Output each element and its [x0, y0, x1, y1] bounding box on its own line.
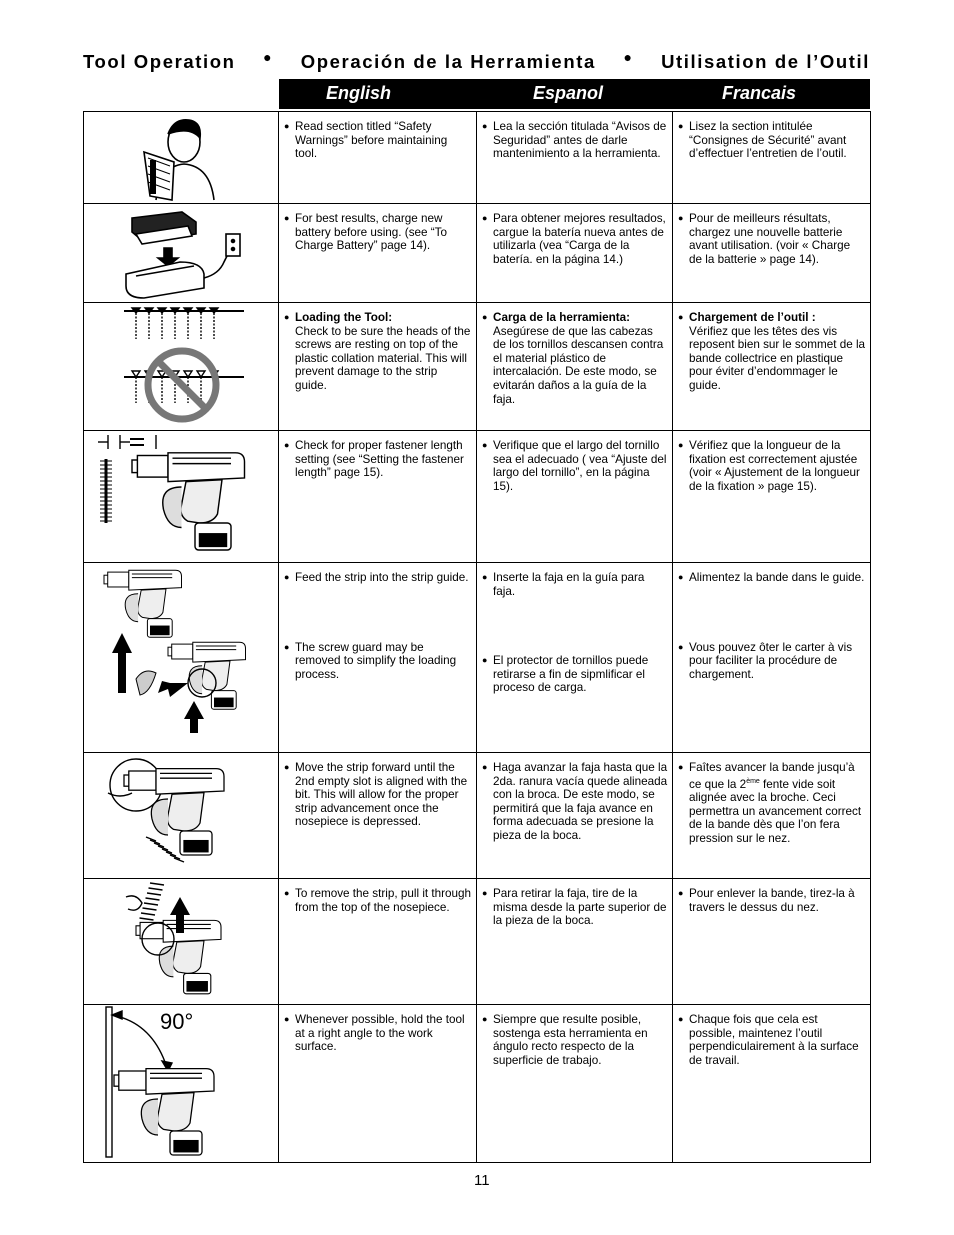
lang-french: Francais: [722, 83, 797, 103]
section-heading: Chargement de l’outil :: [689, 311, 816, 324]
bullet-item: [482, 439, 668, 493]
bullet-dot: ●: [678, 572, 684, 582]
instruction-cell-fr: [673, 879, 871, 1005]
page-number: 11: [474, 1172, 490, 1189]
instruction-cell-fr: [673, 1005, 871, 1163]
instruction-cell-es: [477, 303, 673, 431]
bullet-item: [482, 212, 668, 266]
operation-table: [83, 111, 871, 1163]
operation-row-loading: [84, 303, 871, 431]
title-spanish: Operación de la Herramienta: [300, 51, 596, 72]
bullet-item: [284, 120, 472, 161]
operation-row-safety: [84, 112, 871, 204]
instruction-text: fente vide soit alignée avec la broche. Ceci permettra un avancement correct de la bande dès que l’on fera pression sur le nez.: [689, 777, 862, 845]
screw-strip-icon: [84, 303, 279, 431]
bullet-item: [284, 1013, 472, 1054]
bullet-item: [482, 311, 668, 406]
instruction-text: Inserte la faja en la guía para faja.: [493, 571, 645, 598]
page-title: [83, 51, 870, 73]
instruction-text: Asegúrese de que las cabezas de los tornillos descansen contra el material plástico de intercalación. De este modo, se evitarán daños a la guía de la faja.: [493, 324, 664, 406]
bullet-item: [678, 439, 866, 493]
bullet-dot: ●: [482, 312, 488, 322]
lang-english: English: [326, 83, 392, 103]
instruction-text: Haga avanzar la faja hasta que la 2da. ranura vacía quede alineada con la broca. De este modo, se permitirá que la faja avance en forma adecuada se presione la pieza de la boca.: [493, 761, 668, 842]
operation-row-angle: [84, 1005, 871, 1163]
bullet-dot: ●: [678, 213, 684, 223]
instruction-text: Verifique que el largo del tornillo sea el adecuado ( vea “Ajuste del largo del tornillo”, en la página 15).: [493, 439, 667, 493]
instruction-text: Check to be sure the heads of the screws are resting on top of the plastic collation material. This will prevent damage to the strip guide.: [295, 324, 471, 392]
bullet-item: [678, 887, 866, 914]
instruction-cell-es: [477, 204, 673, 303]
instruction-cell-en: [279, 753, 477, 879]
bullet-dot: ●: [482, 655, 488, 666]
operation-row-advance: [84, 753, 871, 879]
instruction-cell-es: [477, 879, 673, 1005]
bullet-item: [678, 311, 866, 393]
instruction-cell-es: [477, 563, 673, 753]
right-angle-icon: [84, 1005, 279, 1163]
bullet-item: [678, 1013, 866, 1067]
bullet-item: [482, 761, 668, 843]
instruction-cell-en: [279, 303, 477, 431]
bullet-dot: ●: [678, 440, 684, 450]
man-reading-manual-icon: [84, 112, 279, 204]
bullet-item: [678, 571, 866, 585]
bullet-item: [678, 120, 866, 161]
feed-strip-icon: [84, 563, 279, 753]
bullet-item: [482, 654, 668, 695]
instruction-text: Para retirar la faja, tire de la misma desde la parte superior de la pieza de la boca.: [493, 887, 667, 928]
bullet-dot: ●: [678, 762, 684, 772]
instruction-text: Pour enlever la bande, tirez-la à travers le dessus du nez.: [689, 887, 855, 914]
bullet-item: [284, 887, 472, 914]
instruction-cell-es: [477, 112, 673, 204]
instruction-cell-es: [477, 753, 673, 879]
instruction-cell-fr: [673, 753, 871, 879]
bullet-item: [482, 571, 668, 598]
instruction-text: Faîtes avancer la bande jusqu’à ce que la 2: [689, 761, 855, 791]
bullet-dot: ●: [482, 213, 488, 223]
lang-spanish: Espanol: [533, 83, 604, 103]
instruction-text: Lisez la section intitulée “Consignes de Sécurité” avant d’effectuer l’entretien de l’outil.: [689, 120, 847, 161]
bullet-item: [284, 439, 472, 480]
bullet-item: [678, 641, 866, 682]
advance-strip-icon: [84, 753, 279, 879]
instruction-text: Siempre que resulte posible, sostenga esta herramienta en ángulo recto respecto de la superficie de trabajo.: [493, 1013, 648, 1067]
bullet-item: [482, 120, 668, 161]
instruction-cell-es: [477, 431, 673, 563]
bullet-dot: ●: [678, 121, 684, 131]
bullet-dot: ●: [482, 1014, 488, 1024]
bullet-dot: ●: [284, 641, 290, 652]
bullet-dot: ●: [482, 572, 488, 582]
bullet-dot: ●: [284, 121, 290, 131]
instruction-text: The screw guard may be removed to simplify the loading process.: [295, 640, 457, 681]
instruction-text: For best results, charge new battery before using. (see “To Charge Battery” page 14).: [295, 212, 448, 253]
bullet-dot: ●: [678, 888, 684, 898]
battery-charger-icon: [84, 204, 279, 303]
instruction-cell-fr: [673, 431, 871, 563]
bullet-dot: ●: [284, 213, 290, 223]
bullet-dot: ●: [678, 1014, 684, 1024]
bullet-dot: ●: [284, 762, 290, 772]
instruction-text: Feed the strip into the strip guide.: [295, 571, 469, 584]
instruction-text: Pour de meilleurs résultats, chargez une nouvelle batterie avant utilisation. (voir « Charge de la batterie » page 14).: [689, 212, 851, 266]
title-separator: ●: [623, 49, 634, 65]
instruction-text: Read section titled “Safety Warnings” before maintaining tool.: [295, 120, 448, 161]
instruction-cell-en: [279, 879, 477, 1005]
instruction-cell-en: [279, 204, 477, 303]
instruction-cell-es: [477, 1005, 673, 1163]
bullet-dot: ●: [678, 641, 684, 652]
bullet-item: [284, 641, 472, 682]
bullet-item: [678, 761, 866, 845]
instruction-text: To remove the strip, pull it through from the top of the nosepiece.: [295, 887, 472, 914]
bullet-dot: ●: [284, 312, 290, 322]
bullet-item: [482, 1013, 668, 1067]
instruction-cell-fr: [673, 112, 871, 204]
ordinal-superscript: ème: [746, 777, 760, 785]
bullet-dot: ●: [284, 572, 290, 582]
instruction-text: Para obtener mejores resultados, cargue la batería nueva antes de utilizarla (vea “Carga de la batería. en la página 14.): [493, 212, 666, 266]
instruction-text: Alimentez la bande dans le guide.: [689, 571, 865, 584]
operation-row-charge: [84, 204, 871, 303]
instruction-cell-fr: [673, 303, 871, 431]
instruction-cell-en: [279, 563, 477, 753]
instruction-text: Vous pouvez ôter le carter à vis pour faciliter la procédure de chargement.: [689, 640, 853, 681]
bullet-dot: ●: [284, 440, 290, 450]
instruction-text: Move the strip forward until the 2nd empty slot is aligned with the bit. This will allow for the proper strip advancement once the nosepiece is depressed.: [295, 761, 468, 829]
operation-row-remove: [84, 879, 871, 1005]
bullet-item: [284, 212, 472, 253]
angle-label: 90°: [160, 1009, 194, 1034]
bullet-dot: ●: [284, 888, 290, 898]
bullet-dot: ●: [482, 762, 488, 772]
instruction-cell-fr: [673, 563, 871, 753]
section-heading: Carga de la herramienta:: [493, 311, 631, 324]
operation-row-feed: [84, 563, 871, 753]
title-english: Tool Operation: [83, 51, 236, 72]
bullet-dot: ●: [482, 888, 488, 898]
instruction-cell-fr: [673, 204, 871, 303]
instruction-text: El protector de tornillos puede retirarse a fin de sipmlificar el proceso de carga.: [493, 654, 649, 695]
fastener-length-icon: [84, 431, 279, 563]
operation-row-length: [84, 431, 871, 563]
instruction-cell-en: [279, 431, 477, 563]
bullet-item: [284, 761, 472, 829]
bullet-dot: ●: [284, 1014, 290, 1024]
language-header-bar: [279, 79, 870, 109]
bullet-item: [284, 571, 472, 585]
bullet-item: [284, 311, 472, 393]
bullet-item: [678, 212, 866, 266]
bullet-dot: ●: [678, 312, 684, 322]
instruction-text: Check for proper fastener length setting (see “Setting the fastener length” page 15).: [295, 439, 464, 480]
instruction-text: Lea la sección titulada “Avisos de Seguridad” antes de darle mantenimiento a la herramienta.: [493, 120, 667, 161]
title-french: Utilisation de l’Outil: [661, 51, 870, 72]
instruction-text: Vérifiez que les têtes des vis reposent bien sur le sommet de la bande collectrice en plastique pour éviter d’endommager le guide.: [689, 324, 866, 392]
instruction-text: Chaque fois que cela est possible, maintenez l’outil perpendiculairement à la surface de travail.: [689, 1013, 859, 1067]
instruction-text: Whenever possible, hold the tool at a right angle to the work surface.: [295, 1013, 465, 1054]
remove-strip-icon: [84, 879, 279, 1005]
instruction-text: Vérifiez que la longueur de la fixation est correctement ajustée (voir « Ajustement de la longueur de la fixation » page 15).: [689, 439, 860, 493]
instruction-cell-en: [279, 1005, 477, 1163]
bullet-item: [482, 887, 668, 928]
bullet-dot: ●: [482, 121, 488, 131]
title-separator: ●: [263, 49, 274, 65]
section-heading: Loading the Tool:: [295, 311, 393, 324]
instruction-cell-en: [279, 112, 477, 204]
bullet-dot: ●: [482, 440, 488, 450]
